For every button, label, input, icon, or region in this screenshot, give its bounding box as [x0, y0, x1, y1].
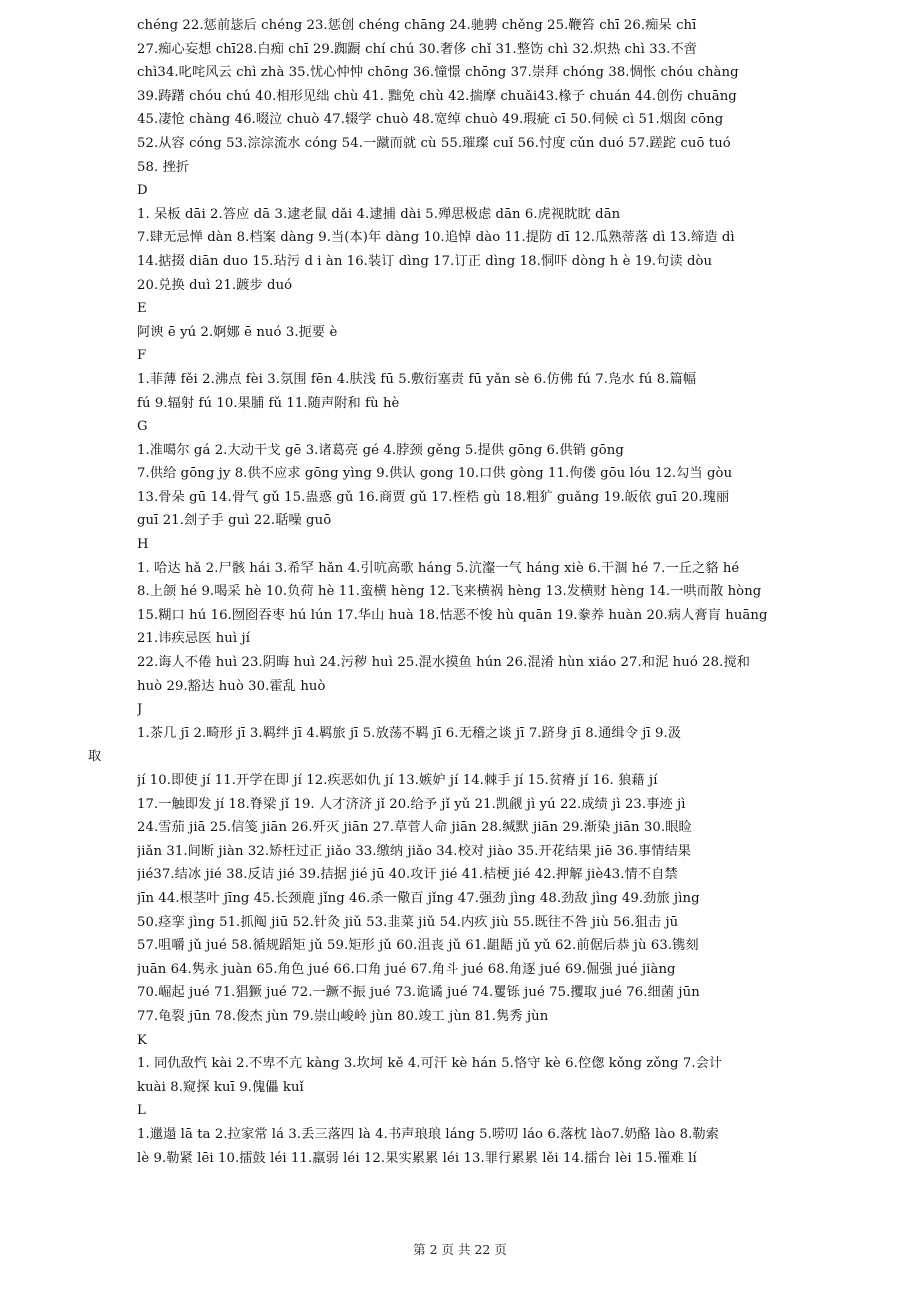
- section-letter: H: [137, 537, 149, 553]
- text-line: 取: [88, 749, 102, 765]
- text-line: jié37.结冰 jié 38.反诘 jié 39.拮据 jié jū 40.攻讦 jié 41.桔梗 jié 42.押解 jiè43.情不自禁: [137, 867, 678, 883]
- section-letter: L: [137, 1103, 146, 1119]
- text-line: 24.雪茄 jiā 25.信笺 jiān 26.歼灭 jiān 27.草菅人命 jiān 28.缄默 jiān 29.渐染 jiān 30.眼睑: [137, 820, 692, 836]
- text-line: 20.兑换 duì 21.踱步 duó: [137, 277, 293, 293]
- text-line: 1.菲薄 fěi 2.沸点 fèi 3.氛围 fēn 4.肤浅 fū 5.敷衍塞责 fū yǎn sè 6.仿佛 fú 7.凫水 fú 8.篇幅: [137, 371, 697, 387]
- text-line: fú 9.辐射 fú 10.果脯 fǔ 11.随声附和 fù hè: [137, 395, 400, 411]
- text-line: 13.骨朵 gū 14.骨气 gǔ 15.蛊惑 gǔ 16.商贾 gǔ 17.桎梏 gù 18.粗犷 guǎng 19.皈依 guī 20.瑰丽: [137, 489, 730, 505]
- text-line: 1.茶几 jī 2.畸形 jī 3.羁绊 jī 4.羁旅 jī 5.放荡不羁 jī 6.无稽之谈 jī 7.跻身 jī 8.通缉令 jī 9.汲: [137, 725, 682, 741]
- text-line: kuài 8.窥探 kuī 9.傀儡 kuǐ: [137, 1079, 304, 1095]
- text-line: 58. 挫折: [137, 159, 190, 175]
- section-letter: D: [137, 183, 148, 199]
- text-line: 7.肆无忌惮 dàn 8.档案 dàng 9.当(本)年 dàng 10.追悼 dào 11.提防 dī 12.瓜熟蒂落 dì 13.缔造 dì: [137, 230, 735, 246]
- text-line: 8.上颌 hé 9.喝采 hè 10.负荷 hè 11.蛮横 hèng 12.飞来横祸 hèng 13.发横财 hèng 14.一哄而散 hòng: [137, 584, 762, 600]
- section-letter: G: [137, 419, 148, 435]
- text-line: 1. 同仇敌忾 kài 2.不卑不亢 kàng 3.坎坷 kě 4.可汗 kè hán 5.恪守 kè 6.倥偬 kǒng zǒng 7.会计: [137, 1056, 723, 1072]
- text-line: guī 21.刽子手 guì 22.聒噪 guō: [137, 513, 332, 529]
- text-line: 27.痴心妄想 chī28.白痴 chī 29.踟蹰 chí chú 30.奢侈 chǐ 31.整饬 chì 32.炽热 chì 33.不啻: [137, 41, 698, 57]
- text-line: jīn 44.根茎叶 jīng 45.长颈鹿 jǐng 46.杀一儆百 jǐng 47.强劲 jìng 48.劲敌 jìng 49.劲旅 jìng: [137, 890, 700, 906]
- text-line: 45.凄怆 chàng 46.啜泣 chuò 47.辍学 chuò 48.宽绰 chuò 49.瑕疵 cī 50.伺候 cì 51.烟囱 cōng: [137, 112, 724, 128]
- text-line: 77.龟裂 jūn 78.俊杰 jùn 79.崇山峻岭 jùn 80.竣工 jùn 81.隽秀 jùn: [137, 1008, 549, 1024]
- text-line: chéng 22.惩前毖后 chéng 23.惩创 chéng chāng 24.驰骋 chěng 25.鞭笞 chī 26.痴呆 chī: [137, 18, 697, 33]
- text-line: 57.咀嚼 jǔ jué 58.循规蹈矩 jǔ 59.矩形 jǔ 60.沮丧 jǔ 61.龃龉 jǔ yǔ 62.前倨后恭 jù 63.镌刻: [137, 938, 699, 954]
- text-line: 阿谀 ē yú 2.婀娜 ē nuó 3.扼要 è: [137, 324, 338, 340]
- text-line: 1. 哈达 hǎ 2.尸骸 hái 3.希罕 hǎn 4.引吭高歌 háng 5.沆瀣一气 háng xiè 6.干涸 hé 7.一丘之貉 hé: [137, 560, 740, 576]
- text-line: 1.邋遢 lā ta 2.拉家常 lá 3.丢三落四 là 4.书声琅琅 láng 5.唠叨 láo 6.落枕 lào7.奶酪 lào 8.勒索: [137, 1126, 719, 1142]
- text-line: 22.诲人不倦 huì 23.阴晦 huì 24.污秽 huì 25.混水摸鱼 hún 26.混淆 hùn xiáo 27.和泥 huó 28.搅和: [137, 655, 751, 671]
- page-footer: 第 2 页 共 22 页: [413, 1242, 507, 1257]
- text-line: jiǎn 31.间断 jiàn 32.矫枉过正 jiǎo 33.缴纳 jiǎo 34.校对 jiào 35.开花结果 jiē 36.事情结果: [137, 843, 692, 859]
- text-line: 39.踌躇 chóu chú 40.相形见绌 chù 41. 黜免 chù 42.揣摩 chuǎi43.椽子 chuán 44.创伤 chuāng: [137, 88, 737, 104]
- section-letter: K: [137, 1032, 147, 1048]
- text-line: 50.痉挛 jìng 51.抓阄 jiū 52.针灸 jiǔ 53.韭菜 jiǔ 54.内疚 jiù 55.既往不咎 jiù 56.狙击 jū: [137, 914, 679, 930]
- text-line: 7.供给 gōng jy 8.供不应求 gōng yìng 9.供认 gong 10.口供 gòng 11.佝偻 gōu lóu 12.勾当 gòu: [137, 466, 733, 482]
- section-letter: E: [137, 301, 147, 317]
- section-letter: J: [137, 702, 143, 718]
- text-line: juān 64.隽永 juàn 65.角色 jué 66.口角 jué 67.角斗 jué 68.角逐 jué 69.倔强 jué jiàng: [137, 961, 676, 977]
- text-line: 15.糊口 hú 16.囫囵吞枣 hú lún 17.华山 huà 18.怙恶不悛 hù quān 19.豢养 huàn 20.病人膏肓 huāng: [137, 607, 768, 623]
- text-line: 14.掂掇 diān duo 15.玷污 d i àn 16.装订 dìng 17.订正 dìng 18.恫吓 dòng h è 19.句读 dòu: [137, 253, 713, 269]
- document-body: [0, 14, 920, 1170]
- section-letter: F: [137, 348, 147, 364]
- text-line: 1.准噶尔 gá 2.大动干戈 gē 3.诸葛亮 gé 4.脖颈 gěng 5.提供 gōng 6.供销 gōng: [137, 442, 624, 458]
- text-line: jí 10.即使 jí 11.开学在即 jí 12.疾恶如仇 jí 13.嫉妒 jí 14.棘手 jí 15.贫瘠 jí 16. 狼藉 jí: [137, 773, 658, 788]
- text-line: lè 9.勒紧 lēi 10.擂鼓 léi 11.羸弱 léi 12.果实累累 léi 13.罪行累累 lěi 14.擂台 lèi 15.罹难 lí: [137, 1150, 697, 1166]
- text-line: 1. 呆板 dāi 2.答应 dā 3.逮老鼠 dǎi 4.逮捕 dài 5.殚思极虑 dān 6.虎视眈眈 dān: [137, 206, 621, 222]
- text-line: 21.讳疾忌医 huì jí: [137, 631, 251, 647]
- text-line: huò 29.豁达 huò 30.霍乱 huò: [137, 678, 326, 694]
- text-line: 52.从容 cóng 53.淙淙流水 cóng 54.一蹴而就 cù 55.璀璨 cuǐ 56.忖度 cǔn duó 57.蹉跎 cuō tuó: [137, 135, 731, 151]
- text-line: chì34.叱咤风云 chì zhà 35.忧心忡忡 chōng 36.憧憬 chōng 37.崇拜 chóng 38.惆怅 chóu chàng: [137, 65, 739, 81]
- text-line: 17.一触即发 jí 18.脊梁 jǐ 19. 人才济济 jǐ 20.给予 jǐ yǔ 21.凯觎 jì yú 22.成绩 jì 23.事迹 jì: [137, 796, 686, 812]
- text-line: 70.崛起 jué 71.猖獗 jué 72.一蹶不振 jué 73.诡谲 jué 74.矍铄 jué 75.攫取 jué 76.细菌 jūn: [137, 985, 700, 1001]
